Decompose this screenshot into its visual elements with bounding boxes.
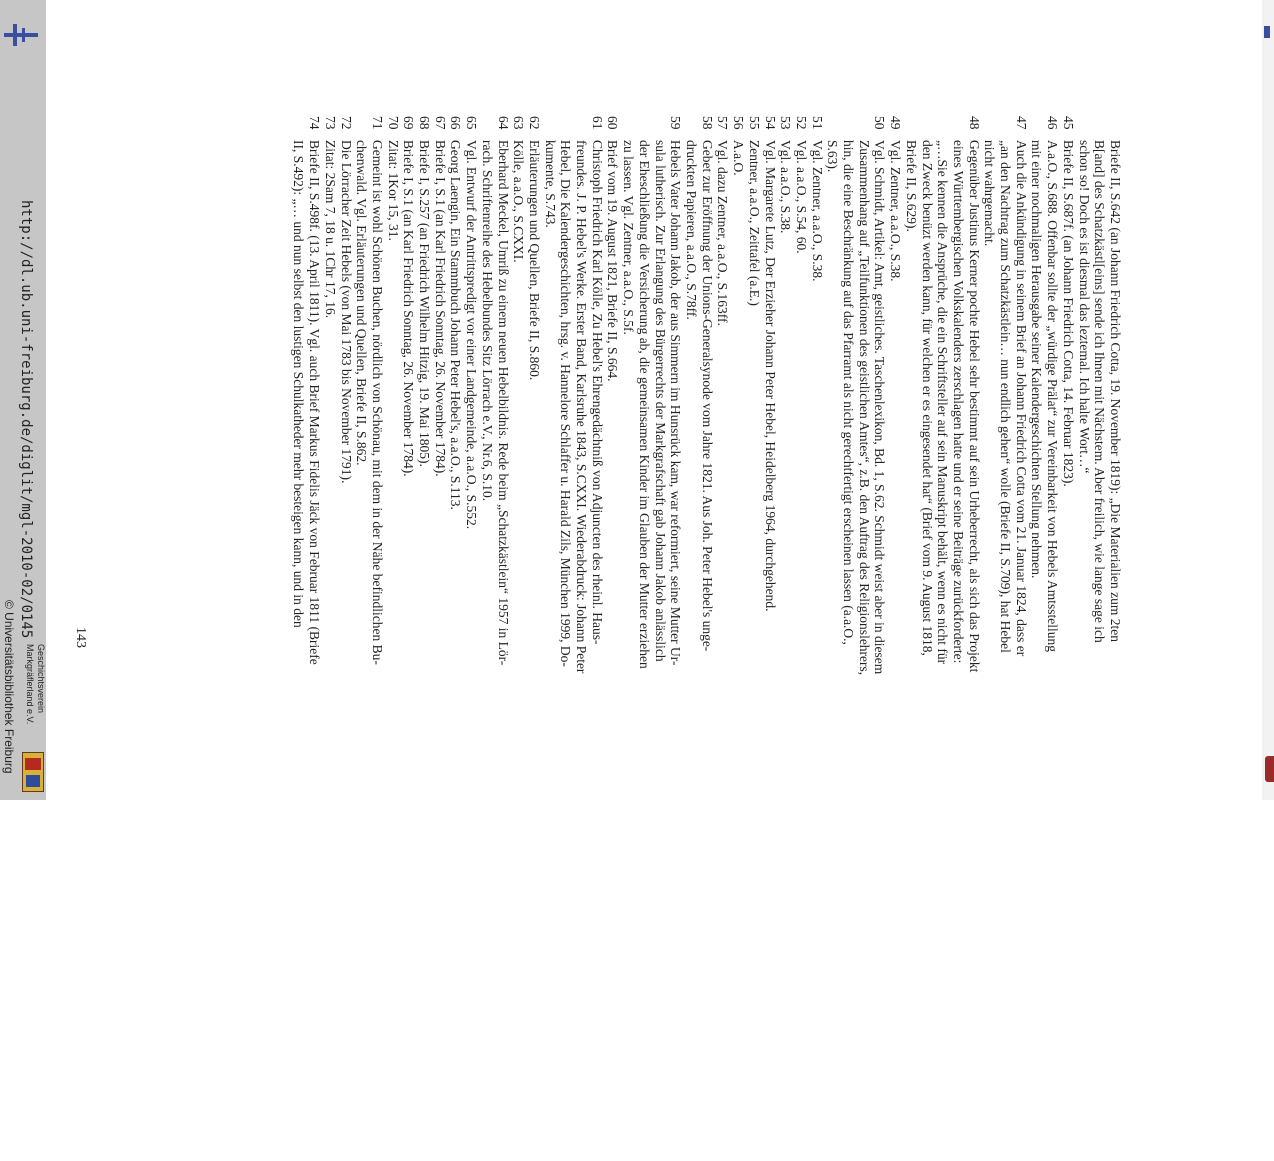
footnote-line: [840, 116, 856, 1096]
footnote-text: schon so! Doch es ist diesmal das leztemal. Ich halte Wort…“: [1076, 140, 1092, 474]
page-number: 143: [73, 627, 88, 648]
footnote-line: [495, 116, 511, 1096]
footnote-text: S.63).: [825, 140, 841, 173]
footnote-number: 71: [369, 116, 385, 130]
footnote-line: [762, 116, 778, 1096]
footnote-number: [652, 116, 668, 140]
footnote-number: 45: [1060, 116, 1076, 130]
footnote-number: 53: [778, 116, 794, 130]
footnote-number: 64: [495, 116, 511, 130]
society-name-line: Geschichtsverein: [36, 644, 46, 714]
footnote-number: 66: [448, 116, 464, 130]
footnote-text: Briefe II, S.498f. (13. April 1811). Vgl. auch Brief Markus Fidelis Jäck von Februar 1811 (Briefe: [307, 140, 323, 665]
footnote-number: 63: [511, 116, 527, 130]
footnote-number: 50: [872, 116, 888, 130]
footnote-text: A.a.O.: [731, 140, 747, 176]
footnote-number: [636, 116, 652, 140]
footnote-line: [558, 116, 574, 1096]
footnote-number: [558, 116, 574, 140]
footnote-line: [997, 116, 1013, 1096]
footnote-text: Vgl. dazu Zentner, a.a.O., S.163ff.: [715, 140, 731, 326]
footnote-line: [950, 116, 966, 1096]
footnote-line: [416, 116, 432, 1096]
footnote-text: Eberhard Meckel, Umriß zu einem neuen Hebelbildnis. Rede beim „Schatzkästlein“ 1957 in Lör-: [495, 140, 511, 666]
footnote-line: [1013, 116, 1029, 1096]
footnote-number: [825, 116, 841, 140]
footnote-number: [542, 116, 558, 140]
footnote-text: nicht wahrgemacht.: [982, 140, 998, 247]
footnote-line: [715, 116, 731, 1096]
footnote-line: [699, 116, 715, 1096]
footnote-number: 52: [793, 116, 809, 130]
footnote-text: Zentner, a.a.O., Zeittafel (a.E.): [746, 140, 762, 306]
footnote-text: Zusammenhang auf „Teilfunktionen des geistlichen Amtes“, z.B. den Auftrag des Religionslehrers,: [856, 140, 872, 676]
footnote-text: Die Lörracher Zeit Hebels (von Mai 1783 bis November 1791).: [338, 140, 354, 484]
footnote-text: Kölle, a.a.O., S.CXXI.: [511, 140, 527, 263]
footnote-number: 55: [746, 116, 762, 130]
footnote-number: 56: [731, 116, 747, 130]
footnote-text: „…Sie kennen die Ansprüche, die ein Schriftsteller auf sein Manuskript behält, wenn es nicht für: [935, 140, 951, 665]
footnote-text: druckten Papieren, a.a.O., S.78ff.: [684, 140, 700, 320]
footnote-line: [1092, 116, 1108, 1096]
footnote-line: [856, 116, 872, 1096]
footnote-text: Briefe I, S.1 (an Karl Friedrich Sonntag, 26. November 1784).: [401, 140, 417, 477]
footnote-line: [322, 116, 338, 1096]
footnote-line: [511, 116, 527, 1096]
footnote-text: freundes. J. P. Hebel's Werke. Erster Band, Karlsruhe 1843, S.CXXI. Wiederabdruck: Johann Peter: [574, 140, 590, 674]
footnote-text: Briefe II, S.687f. (an Johann Friedrich Cotta, 14. Februar 1823).: [1060, 140, 1076, 487]
footnote-text: Vgl. a.a.O., S.54, 60.: [793, 140, 809, 254]
footnote-text: Briefe II, S.629).: [903, 140, 919, 232]
footnote-text: mit einer nochmaligen Herausgabe seiner Kalendergeschichten Stellung nehmen.: [1029, 140, 1045, 579]
footnote-text: „an den Nachtrag zum Schatzkästlein… nun endlich gehen“ wolle (Briefe II, S.709), hat Hebel: [998, 140, 1014, 653]
footnote-line: [872, 116, 888, 1096]
footnote-line: [369, 116, 385, 1096]
society-name: [16, 644, 46, 764]
footnote-line: [573, 116, 589, 1096]
footnote-number: [479, 116, 495, 140]
footnote-line: [526, 116, 542, 1096]
footnote-number: 48: [966, 116, 982, 130]
footnote-number: 46: [1045, 116, 1061, 130]
footnote-text: rach. Schriftenreihe des Hebelbundes Sitz Lörrach e.V., Nr.6, S.10.: [479, 140, 495, 502]
footnote-line: [982, 116, 998, 1096]
footnote-line: [401, 116, 417, 1096]
footnote-number: [903, 116, 919, 140]
footnote-text: II, S.492): „… und nun selbst den lustigen Schulkatheder mehr besteigen kann, und in den: [291, 140, 307, 628]
footnote-text: Vgl. Margarete Lutz, Der Erzieher Johann Peter Hebel, Heidelberg 1964, durchgehend.: [762, 140, 778, 612]
footnote-number: 69: [401, 116, 417, 130]
footnote-number: 59: [668, 116, 684, 130]
footnote-number: 67: [432, 116, 448, 130]
footnote-text: sula lutherisch. Zur Erlangung des Bürgerrechts der Markgrafschaft gab Johann Jakob anlässlich: [652, 140, 668, 662]
footnote-text: Gemeint ist wohl Schönen Buchen, nördlich von Schönau, mit dem in der Nähe befindlichen Bu-: [369, 140, 385, 665]
footnote-number: [354, 116, 370, 140]
footnote-text: Gebet zur Eröffnung der Unions-Generalsynode vom Jahre 1821. Aus Joh. Peter Hebel's unge-: [699, 140, 715, 652]
footnote-line: [966, 116, 982, 1096]
footnote-line: [935, 116, 951, 1096]
document-url[interactable]: http://dl.ub.uni-freiburg.de/diglit/mgl-2010-02/0145: [18, 200, 34, 639]
footnote-number: 60: [605, 116, 621, 130]
footnote-line: [542, 116, 558, 1096]
footnote-number: [683, 116, 699, 140]
footnote-text: Georg Laengin, Ein Stammbuch Johann Peter Hebel's, a.a.O., S.113.: [448, 140, 464, 510]
footnote-text: Hebels Vater Johann Jakob, der aus Simmern im Hunsrück kam, war reformiert, seine Mutter Ur-: [668, 140, 684, 666]
footnote-number: 57: [715, 116, 731, 130]
footnote-line: [432, 116, 448, 1096]
viewer-scrollbar[interactable]: [1262, 0, 1274, 800]
footnote-line: [463, 116, 479, 1096]
footnote-line: [793, 116, 809, 1096]
footnote-text: der Eheschließung die Versicherung ab, die gemeinsamen Kinder im Glauben der Mutter erziehen: [636, 140, 652, 669]
footnote-line: [683, 116, 699, 1096]
footnote-line: [589, 116, 605, 1096]
footnote-text: den Zweck benüzt werden kann, für welchen er es eingesendet hat“ (Brief vom 9. August 1818,: [919, 140, 935, 656]
footnote-number: 58: [699, 116, 715, 130]
footnote-number: [982, 116, 998, 140]
footnote-text: A.a.O., S.688. Offenbar sollte der „würdige Prälat“ zur Vereinbarkeit von Hebels Amtsstellung: [1045, 140, 1061, 652]
footnote-text: Briefe I, S.257 (an Friedrich Wilhelm Hitzig, 19. Mai 1805).: [417, 140, 433, 467]
footnote-number: 54: [762, 116, 778, 130]
footnote-text: Vgl. Zentner, a.a.O., S.38.: [809, 140, 825, 282]
footnote-line: [636, 116, 652, 1096]
scanned-page: [48, 116, 1123, 1161]
footnote-text: Vgl. Entwurf der Antrittspredigt vor einer Landgemeinde, a.a.O., S.552.: [464, 140, 480, 530]
footnote-line: [809, 116, 825, 1096]
footnote-line: [291, 116, 307, 1096]
footnote-number: 61: [589, 116, 605, 130]
footnote-number: [1092, 116, 1108, 140]
footnote-number: [621, 116, 637, 140]
footnote-line: [1044, 116, 1060, 1096]
footnote-number: 72: [338, 116, 354, 130]
footnote-text: Auch die Ankündigung in seinem Brief an Johann Friedrich Cotta vom 21. Januar 1824, dass er: [1013, 140, 1029, 657]
page-edge-marker: [1265, 756, 1274, 782]
footnote-line: [1029, 116, 1045, 1096]
footnote-text: Zitat: 1Kor 15, 31.: [385, 140, 401, 241]
footnote-line: [479, 116, 495, 1096]
footnote-number: [935, 116, 951, 140]
footnote-text: chenwald. Vgl. Erläuterungen und Quellen, Briefe II, S.862.: [354, 140, 370, 466]
footnote-line: [448, 116, 464, 1096]
footnote-line: [668, 116, 684, 1096]
footnote-text: Vgl. a.a.O., S.38.: [778, 140, 794, 234]
footnote-line: [1076, 116, 1092, 1096]
footnote-number: 62: [526, 116, 542, 130]
footnote-number: [840, 116, 856, 140]
footnote-list: [291, 116, 1123, 1096]
footnote-line: [385, 116, 401, 1096]
footnote-text: eines Württembergischen Volkskalenders zerschlagen hatte und er seine Beiträge zurückforderte:: [950, 140, 966, 664]
footnote-text: Vgl. Zentner, a.a.O., S.38.: [888, 140, 904, 282]
footnote-number: 51: [809, 116, 825, 130]
footnote-line: [825, 116, 841, 1096]
footnote-number: 68: [417, 116, 433, 130]
footnote-line: [354, 116, 370, 1096]
footnote-number: [1107, 116, 1123, 140]
footnote-number: 70: [385, 116, 401, 130]
footnote-number: [291, 116, 307, 140]
footnote-text: Brief vom 19. August 1821, Briefe II, S.664.: [605, 140, 621, 382]
footnote-line: [887, 116, 903, 1096]
footnote-line: [621, 116, 637, 1096]
society-name-line: Markgräflerland e.V.: [25, 644, 35, 725]
footnote-line: [605, 116, 621, 1096]
footnote-number: 73: [322, 116, 338, 130]
footnote-number: [919, 116, 935, 140]
society-crest-icon: [22, 752, 44, 792]
footnote-line: [778, 116, 794, 1096]
footnote-line: [730, 116, 746, 1096]
footnote-text: Gegenüber Justinus Kerner pochte Hebel sehr bestimmt auf sein Urheberrecht, als sich das Projekt: [966, 140, 982, 673]
footnote-text: zu lassen. Vgl. Zentner, a.a.O., S.5f.: [621, 140, 637, 335]
footnote-text: hin, die eine Beschränkung auf das Pfarramt als nicht gerechtfertigt erscheinen lassen (a.a.O.,: [841, 140, 857, 645]
footnote-text: kumente, S.743.: [542, 140, 558, 228]
footnote-number: 47: [1013, 116, 1029, 130]
footnote-line: [1060, 116, 1076, 1096]
footnote-line: [306, 116, 322, 1096]
footnote-line: [1107, 116, 1123, 1096]
footnote-number: [950, 116, 966, 140]
footnote-number: [573, 116, 589, 140]
footnote-line: [919, 116, 935, 1096]
copyright-notice: © Universitätsbibliothek Freiburg: [2, 600, 16, 774]
footnote-number: [1076, 116, 1092, 140]
footnote-text: Christoph Friedrich Karl Kölle, Zu Hebel's Ehrengedächtniß von Adjuncten des rheinl. Haus-: [589, 140, 605, 645]
footnote-number: 74: [307, 116, 323, 130]
footnote-line: [652, 116, 668, 1096]
footnote-line: [338, 116, 354, 1096]
library-logo-icon: [4, 24, 38, 46]
footnote-line: [903, 116, 919, 1096]
footnote-number: 65: [464, 116, 480, 130]
footnote-text: B[and] des Schatzkästl[eins] sende ich Ihnen mit Nächstem. Aber freilich, wie lange sage ich: [1092, 140, 1108, 643]
footnote-number: [997, 116, 1013, 140]
footnote-text: Briefe I, S.1 (an Karl Friedrich Sonntag, 26. November 1784).: [432, 140, 448, 477]
footnote-line: [746, 116, 762, 1096]
footnote-number: 49: [888, 116, 904, 130]
library-logo-fragment-icon: [1264, 26, 1270, 38]
footnote-text: Erläuterungen und Quellen, Briefe II, S.860.: [526, 140, 542, 381]
footnote-number: [856, 116, 872, 140]
footnote-text: Hebel, Die Kalendergeschichten, hrsg. v. Hannelore Schlaffer u. Harald Zils, München 1999, Do-: [558, 140, 574, 667]
footnote-number: [1029, 116, 1045, 140]
footnote-text: Briefe II, S.642 (an Johann Friedrich Cotta, 19. November 1819): „Die Materialien zum 2ten: [1108, 140, 1123, 642]
footnote-text: Zitat: 2Sam 7, 18 u. 1Chr 17, 16.: [322, 140, 338, 319]
footnote-text: Vgl. Schmidt, Artikel: Amt, geistliches. Taschenlexikon, Bd. 1, S.62. Schmidt weist aber in diesem: [872, 140, 888, 675]
